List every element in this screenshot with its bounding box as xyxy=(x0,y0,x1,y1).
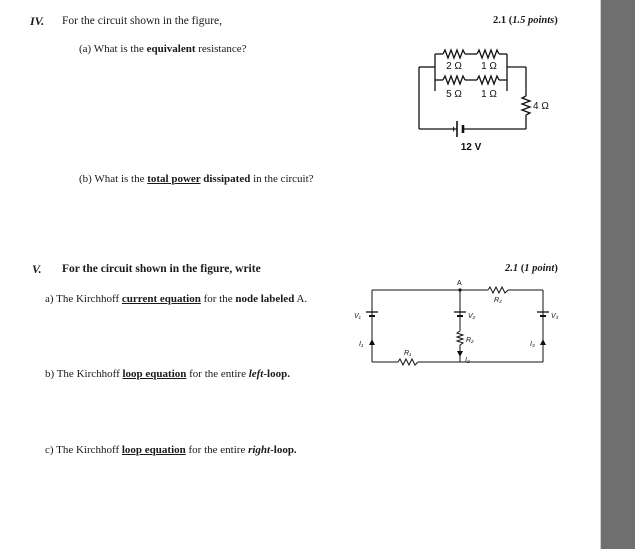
label-i3: I₃ xyxy=(530,341,535,348)
resistor-2-ohm-top xyxy=(443,50,465,58)
label-r2: R₂ xyxy=(466,337,474,344)
label-v3: V₃ xyxy=(551,313,559,320)
current-arrow-i2 xyxy=(457,351,463,357)
label-i1: I₁ xyxy=(359,341,364,348)
question-5-prompt: For the circuit shown in the figure, write xyxy=(62,263,261,275)
current-arrow-i1 xyxy=(369,339,375,345)
resistor-r2 xyxy=(457,331,463,345)
question-5a: a) The Kirchhoff current equation for the node labeled A. xyxy=(45,293,308,305)
question-5-number: V. xyxy=(32,262,42,276)
label-v2: V₂ xyxy=(468,313,476,320)
resistor-r3 xyxy=(488,287,508,293)
label-i2: I₂ xyxy=(465,357,470,364)
label-5-ohm: 5 Ω xyxy=(446,89,462,100)
label-v1: V₁ xyxy=(354,313,361,320)
label-2-ohm: 2 Ω xyxy=(446,61,462,72)
resistor-1-ohm-mid xyxy=(477,76,499,84)
resistor-5-ohm xyxy=(443,76,465,84)
question-4-number: IV. xyxy=(30,14,45,28)
viewer-side-rail xyxy=(601,0,635,549)
question-5c: c) The Kirchhoff loop equation for the entire right-loop. xyxy=(45,444,297,456)
current-arrow-i3 xyxy=(540,339,546,345)
resistor-1-ohm-top xyxy=(477,50,499,58)
question-4-points: 2.1 (1.5 points) xyxy=(493,15,558,26)
label-node-a: A xyxy=(457,280,462,287)
label-r3: R₃ xyxy=(494,297,502,304)
circuit-5-diagram xyxy=(340,276,580,371)
resistor-4-ohm xyxy=(522,96,530,115)
label-r1: R₁ xyxy=(404,350,412,357)
label-1-ohm-mid: 1 Ω xyxy=(481,89,497,100)
resistor-r1 xyxy=(398,359,418,365)
question-4-prompt: For the circuit shown in the figure, xyxy=(62,15,223,27)
question-5b: b) The Kirchhoff loop equation for the entire left-loop. xyxy=(45,368,290,380)
question-4a: (a) What is the equivalent resistance? xyxy=(79,43,247,55)
label-1-ohm-top: 1 Ω xyxy=(481,61,497,72)
node-a-dot xyxy=(458,288,461,291)
label-4-ohm: 4 Ω xyxy=(533,101,549,112)
question-4b: (b) What is the total power dissipated in the circuit? xyxy=(79,173,314,185)
question-5-points: 2.1 (1 point) xyxy=(505,263,558,274)
circuit-4-diagram xyxy=(405,42,570,157)
label-12-v: 12 V xyxy=(460,142,482,153)
battery-plus-sign: + xyxy=(451,124,457,134)
